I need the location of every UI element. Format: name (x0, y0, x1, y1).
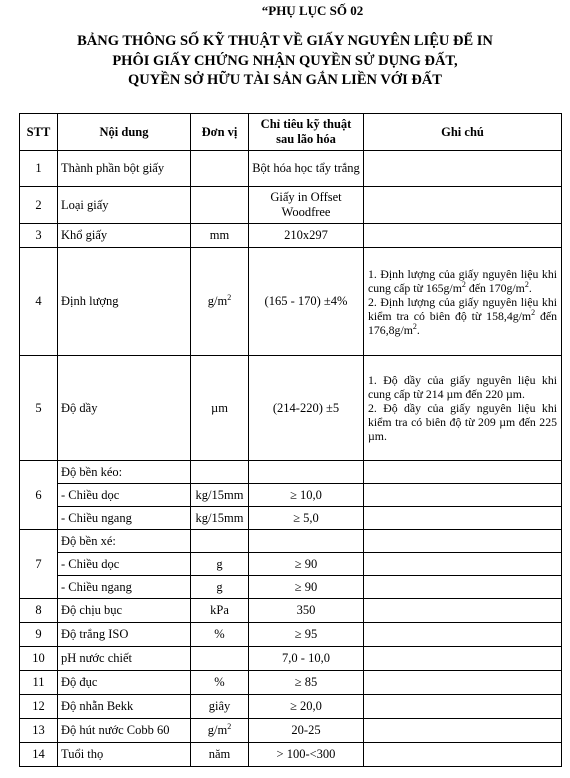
cell-note (364, 743, 562, 767)
title-line-2: PHÔI GIẤY CHỨNG NHẬN QUYỀN SỬ DỤNG ĐẤT, (112, 52, 458, 69)
cell-spec (249, 530, 364, 553)
cell-unit: kPa (191, 599, 249, 623)
cell-note (364, 719, 562, 743)
cell-unit: kg/15mm (191, 484, 249, 507)
cell-note (364, 151, 562, 187)
table-row (20, 647, 562, 671)
cell-stt: 13 (20, 719, 58, 743)
cell-content: Độ trắng ISO (58, 623, 191, 647)
table-row (20, 695, 562, 719)
cell-stt: 1 (20, 151, 58, 187)
table-row (20, 224, 562, 248)
cell-note (364, 248, 562, 356)
cell-note (364, 647, 562, 671)
table-row (20, 507, 562, 530)
cell-content: Độ dầy (58, 356, 191, 461)
cell-unit: % (191, 623, 249, 647)
cell-content: Loại giấy (58, 187, 191, 224)
cell-content: - Chiều dọc (58, 553, 191, 576)
spec-table (19, 113, 562, 767)
note-item: 1. Định lượng của giấy nguyên liệu khi cung cấp từ $165g/m^2$ đến $170g/m^2$. (368, 266, 557, 295)
note-item: 2. Độ dầy của giấy nguyên liệu khi kiểm tra có biên độ từ 209 µm đến 225 µm. (368, 401, 557, 443)
cell-stt: 10 (20, 647, 58, 671)
appendix-label: “PHỤ LỤC SỐ 02 (261, 3, 364, 18)
cell-note (364, 695, 562, 719)
cell-spec: ≥ 85 (249, 671, 364, 695)
cell-content: Độ bền xé: (58, 530, 191, 553)
title-line-1: BẢNG THÔNG SỐ KỸ THUẬT VỀ GIẤY NGUYÊN LIỆU ĐỂ IN (77, 33, 493, 49)
cell-spec: (214-220) ±5 (249, 356, 364, 461)
header-content: Nội dung (58, 114, 191, 151)
cell-note (364, 671, 562, 695)
table-row (20, 356, 562, 461)
cell-spec: Bột hóa học tẩy trắng (249, 151, 364, 187)
cell-note (364, 623, 562, 647)
cell-unit: % (191, 671, 249, 695)
table-row (20, 623, 562, 647)
cell-content: - Chiều ngang (58, 507, 191, 530)
cell-spec: Giấy in Offset Woodfree (249, 187, 364, 224)
cell-stt: 12 (20, 695, 58, 719)
cell-content: Độ hút nước Cobb 60 (58, 719, 191, 743)
cell-stt: 8 (20, 599, 58, 623)
cell-content: Định lượng (58, 248, 191, 356)
cell-spec: ≥ 5,0 (249, 507, 364, 530)
cell-unit: $g/m^2$ (191, 248, 249, 356)
cell-spec: ≥ 90 (249, 553, 364, 576)
cell-content: pH nước chiết (58, 647, 191, 671)
cell-unit (191, 461, 249, 484)
cell-unit: mm (191, 224, 249, 248)
cell-spec: (165 - 170) ±4% (249, 248, 364, 356)
cell-note (364, 356, 562, 461)
cell-stt: 7 (20, 530, 58, 599)
cell-unit: $g/m^2$ (191, 719, 249, 743)
cell-stt: 14 (20, 743, 58, 767)
cell-note (364, 224, 562, 248)
cell-note (364, 530, 562, 553)
cell-content: Độ chịu bục (58, 599, 191, 623)
cell-stt: 11 (20, 671, 58, 695)
table-row (20, 248, 562, 356)
header-stt: STT (20, 114, 58, 151)
header-unit: Đơn vị (191, 114, 249, 151)
cell-spec: > 100-<300 (249, 743, 364, 767)
table-row (20, 599, 562, 623)
cell-note (364, 507, 562, 530)
cell-spec: 7,0 - 10,0 (249, 647, 364, 671)
table-row (20, 719, 562, 743)
cell-spec: ≥ 95 (249, 623, 364, 647)
cell-spec: 350 (249, 599, 364, 623)
cell-spec (249, 461, 364, 484)
cell-note (364, 553, 562, 576)
title-line-3: QUYỀN SỞ HỮU TÀI SẢN GẮN LIỀN VỚI ĐẤT (128, 72, 442, 88)
cell-content: Tuổi thọ (58, 743, 191, 767)
table-row (20, 576, 562, 599)
cell-unit: µm (191, 356, 249, 461)
cell-spec: ≥ 90 (249, 576, 364, 599)
cell-spec: 20-25 (249, 719, 364, 743)
note-item: 2. Định lượng của giấy nguyên liệu khi kiểm tra có biên độ từ $158,4g/m^2$ đến $176,8g/m^2$. (368, 294, 557, 337)
table-row (20, 553, 562, 576)
cell-note (364, 187, 562, 224)
document-title (0, 32, 570, 91)
table-row (20, 461, 562, 484)
table-row (20, 187, 562, 224)
cell-note (364, 461, 562, 484)
cell-content: Độ đục (58, 671, 191, 695)
cell-stt: 2 (20, 187, 58, 224)
cell-content: Độ nhẵn Bekk (58, 695, 191, 719)
cell-unit: g (191, 553, 249, 576)
table-row (20, 484, 562, 507)
cell-unit: g (191, 576, 249, 599)
cell-unit: giây (191, 695, 249, 719)
cell-unit: kg/15mm (191, 507, 249, 530)
cell-unit (191, 647, 249, 671)
cell-content: Khổ giấy (58, 224, 191, 248)
header-note: Ghi chú (364, 114, 562, 151)
table-row (20, 743, 562, 767)
cell-unit (191, 151, 249, 187)
cell-stt: 3 (20, 224, 58, 248)
cell-unit: năm (191, 743, 249, 767)
table-row (20, 671, 562, 695)
cell-content: - Chiều ngang (58, 576, 191, 599)
header-spec: Chỉ tiêu kỹ thuật sau lão hóa (249, 114, 364, 151)
cell-unit (191, 530, 249, 553)
cell-stt: 9 (20, 623, 58, 647)
cell-note (364, 599, 562, 623)
cell-spec: ≥ 20,0 (249, 695, 364, 719)
table-row (20, 530, 562, 553)
cell-content: Thành phần bột giấy (58, 151, 191, 187)
note-item: 1. Độ dầy của giấy nguyên liệu khi cung cấp từ 214 µm đến 220 µm. (368, 373, 557, 401)
cell-unit (191, 187, 249, 224)
cell-content: - Chiều dọc (58, 484, 191, 507)
cell-stt: 5 (20, 356, 58, 461)
cell-stt: 4 (20, 248, 58, 356)
cell-spec: 210x297 (249, 224, 364, 248)
cell-content: Độ bền kéo: (58, 461, 191, 484)
cell-spec: ≥ 10,0 (249, 484, 364, 507)
cell-note (364, 576, 562, 599)
cell-note (364, 484, 562, 507)
table-row (20, 151, 562, 187)
cell-stt: 6 (20, 461, 58, 530)
table-header-row (20, 114, 562, 151)
